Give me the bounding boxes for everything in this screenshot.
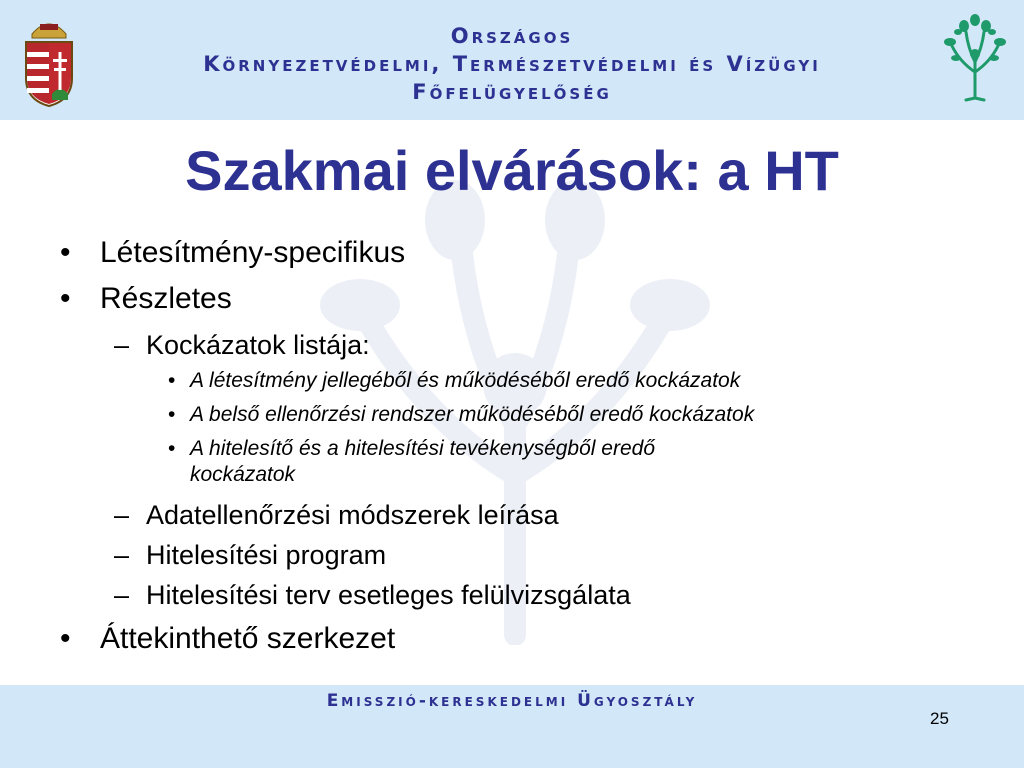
bullet-marker: • <box>60 282 71 315</box>
footer-band <box>0 685 1024 768</box>
list-item: Hitelesítési terv esetleges felülvizsgálata <box>146 580 631 610</box>
slide-title: Szakmai elvárások: a HT <box>185 139 839 202</box>
bullet-marker: • <box>60 236 71 269</box>
agency-name-line-3: Főfelügyelőség <box>412 80 612 104</box>
list-item: Kockázatok listája: <box>146 330 370 360</box>
agency-name-line-1: Országos <box>450 24 574 48</box>
agency-name-line-2: Környezetvédelmi, Természetvédelmi és Vízügyi <box>203 52 821 76</box>
list-item: Hitelesítési program <box>146 540 387 570</box>
list-item: Létesítmény-specifikus <box>100 236 406 269</box>
dash-marker: – <box>114 580 130 610</box>
dash-marker: – <box>114 540 130 570</box>
list-item: A hitelesítő és a hitelesítési tevékenységből eredő <box>190 437 656 460</box>
bullet-marker: • <box>168 369 176 392</box>
bullet-marker: • <box>168 437 176 460</box>
bullet-marker: • <box>60 622 71 655</box>
department-name: Emisszió-kereskedelmi Ügyosztály <box>326 691 698 711</box>
header-band <box>0 0 1024 120</box>
list-item: A belső ellenőrzési rendszer működéséből eredő kockázatok <box>190 403 755 426</box>
list-item: Részletes <box>100 282 232 315</box>
page-number: 25 <box>930 709 949 728</box>
bullet-marker: • <box>168 403 176 426</box>
dash-marker: – <box>114 500 130 530</box>
list-item: Áttekinthető szerkezet <box>100 622 396 655</box>
list-item: Adatellenőrzési módszerek leírása <box>146 500 559 530</box>
tree-logo-icon <box>940 10 1010 102</box>
dash-marker: – <box>114 330 130 360</box>
list-item-continuation: kockázatok <box>190 463 296 486</box>
list-item: A létesítmény jellegéből és működéséből eredő kockázatok <box>190 369 741 392</box>
